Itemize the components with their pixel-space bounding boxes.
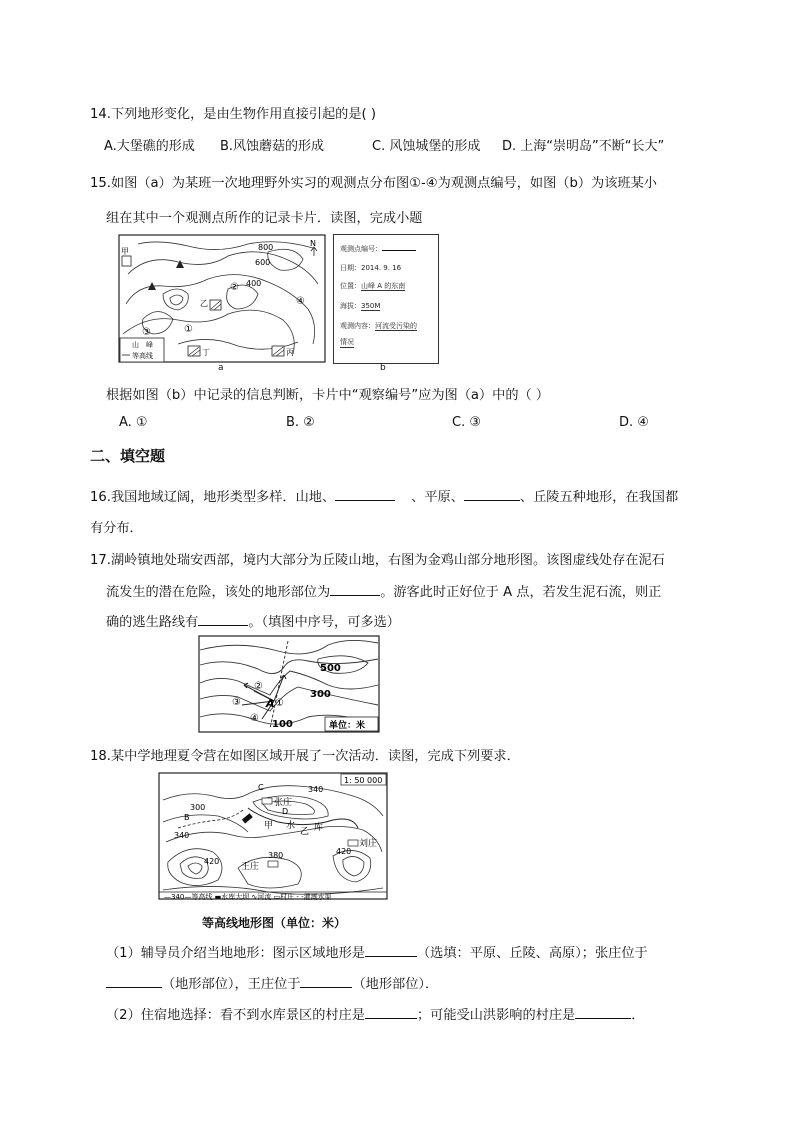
q18-label-shui: 水 bbox=[286, 821, 296, 831]
figure-b-label: b bbox=[380, 363, 386, 373]
q14-option-d: D. 上海“崇明岛”不断“长大” bbox=[502, 139, 665, 154]
q18-stem: 18.某中学地理夏令营在如图区域开展了一次活动．读图，完成下列要求． bbox=[90, 749, 520, 764]
q17-line3 bbox=[106, 611, 400, 630]
q18-p2-text-a: （2）住宿地选择：看不到水库景区的村庄是 bbox=[106, 1008, 365, 1023]
q14-stem: 14.下列地形变化，是由生物作用直接引起的是( ) bbox=[90, 107, 377, 122]
q18-map bbox=[158, 772, 388, 912]
q18-place-zhangzhuang: 张庄 bbox=[274, 798, 293, 808]
q18-label-ku: 库 bbox=[314, 823, 324, 833]
q17-route-4: ④ bbox=[250, 713, 259, 724]
q17-map bbox=[198, 635, 380, 733]
q16-text-a: 16.我国地域辽阔，地形类型多样．山地、 bbox=[90, 490, 336, 505]
q17-contour-500: 500 bbox=[320, 663, 341, 674]
place-jia: 甲 bbox=[121, 247, 129, 256]
card-date: 日期：2014. 9. 16 bbox=[340, 264, 402, 272]
q16-blank-2 bbox=[464, 488, 520, 501]
q18-part2 bbox=[106, 1004, 644, 1023]
q17-text-c: 确的逃生路线有 bbox=[106, 615, 199, 630]
q16-text-b: 、平原、 bbox=[411, 490, 464, 505]
north-label: N bbox=[310, 239, 316, 248]
card-position-label: 位置： bbox=[340, 282, 361, 290]
q15-option-c: C. ③ bbox=[452, 415, 481, 430]
q18-label-d: D bbox=[282, 807, 289, 816]
q18-contour-300: 300 bbox=[190, 803, 206, 812]
q17-blank-1 bbox=[330, 583, 380, 596]
q18-contour-420-left: 420 bbox=[204, 857, 220, 866]
q17-line1: 17.湖岭镇地处瑞安西部，境内大部分为丘陵山地，右图为金鸡山部分地形图。该图虚线处存在泥石 bbox=[90, 553, 665, 568]
q18-place-wangzhuang: 王庄 bbox=[241, 862, 260, 872]
figure-a-label: a bbox=[218, 363, 224, 373]
q15-stem-line2: 组在其中一个观测点所作的记录卡片．读图，完成小题 bbox=[106, 211, 423, 226]
q18-map-caption: 等高线地形图（单位：米） bbox=[202, 916, 347, 930]
point-3: ③ bbox=[142, 327, 151, 338]
q18-p2-text-c: ． bbox=[631, 1008, 645, 1023]
q18-blank-flood bbox=[575, 1006, 631, 1019]
card-number-blank bbox=[382, 243, 416, 251]
q18-contour-340-top: 340 bbox=[308, 785, 324, 794]
q17-blank-2 bbox=[198, 613, 248, 626]
card-content-label: 观测内容： bbox=[340, 322, 375, 330]
q16-line2: 有分布． bbox=[90, 521, 143, 536]
q17-line2 bbox=[106, 581, 661, 600]
q17-text-b: 。游客此时正好位于 A 点，若发生泥石流，则正 bbox=[380, 585, 662, 600]
q16-line1 bbox=[90, 486, 678, 505]
q17-point-a: A bbox=[266, 697, 275, 710]
q18-contour-340-left: 340 bbox=[174, 831, 190, 840]
q18-part1-line2 bbox=[106, 973, 438, 992]
card-number-label: 观测点编号： bbox=[340, 245, 382, 253]
q18-label-c: C bbox=[258, 783, 264, 792]
q18-p2-text-b: ；可能受山洪影响的村庄是 bbox=[416, 1008, 576, 1023]
point-2: ② bbox=[230, 282, 239, 293]
section-2-heading: 二、填空题 bbox=[90, 447, 166, 465]
card-altitude-label: 海拔： bbox=[340, 302, 361, 310]
q14-option-c: C. 风蚀城堡的形成 bbox=[372, 139, 481, 154]
q18-scale: 1: 50 000 bbox=[344, 776, 383, 785]
q18-label-b: B bbox=[184, 813, 190, 822]
q18-contour-420-right: 420 bbox=[336, 847, 352, 856]
q17-contour-300: 300 bbox=[310, 689, 331, 700]
q18-legend: —340—等高线 ▬水库大坝 ∿河流 ▭村庄 - -灌溉水渠 bbox=[164, 893, 332, 901]
card-altitude-value: 350M bbox=[361, 302, 381, 310]
q18-blank-no-view bbox=[365, 1006, 417, 1019]
q18-place-liuzhuang: 刘庄 bbox=[359, 839, 378, 849]
q18-p1-text-b: （选填：平原、丘陵、高原）；张庄位于 bbox=[416, 946, 648, 961]
q17-text-a: 流发生的潜在危险，该处的地形部位为 bbox=[106, 585, 331, 600]
q15-sub-question: 根据如图（b）中记录的信息判断，卡片中“观察编号”应为图（a）中的（ ） bbox=[106, 388, 550, 403]
q18-p1-text-a: （1）辅导员介绍当地地形：图示区域地形是 bbox=[106, 946, 365, 961]
q15-figure-a-map bbox=[118, 234, 326, 364]
legend-peak: 山 峰 bbox=[132, 341, 153, 349]
q15-option-a: A. ① bbox=[119, 415, 148, 430]
q17-route-1: ① bbox=[275, 698, 284, 709]
q15-stem-line1: 15.如图（a）为某班一次地理野外实习的观测点分布图①-④为观测点编号，如图（b）为该班某小 bbox=[90, 176, 657, 191]
q16-blank-1 bbox=[335, 488, 395, 501]
place-ding: 丁 bbox=[202, 348, 210, 357]
q17-route-3: ③ bbox=[232, 697, 241, 708]
place-yi: 乙 bbox=[200, 299, 208, 308]
point-4: ④ bbox=[296, 296, 305, 307]
card-content-value: 河流受污染的 bbox=[375, 322, 417, 330]
q14-option-a: A.大堡礁的形成 bbox=[104, 139, 195, 154]
card-position-value: 山峰 A 的东南 bbox=[361, 282, 406, 290]
q17-contour-100: 100 bbox=[272, 719, 293, 730]
card-content-value2: 情况 bbox=[340, 338, 354, 346]
contour-label-400: 400 bbox=[246, 279, 262, 288]
q18-part1-line1 bbox=[106, 942, 648, 961]
contour-label-600: 600 bbox=[255, 258, 271, 267]
q16-text-c: 、丘陵五种地形，在我国都 bbox=[519, 490, 679, 505]
q18-p1-text-c: （地形部位），王庄位于 bbox=[162, 977, 301, 992]
q18-place-jia: 甲 bbox=[264, 821, 274, 831]
q15-option-d: D. ④ bbox=[619, 415, 649, 430]
legend-contour: 等高线 bbox=[132, 352, 153, 360]
q18-p1-text-d: （地形部位）． bbox=[352, 977, 439, 992]
q17-unit: 单位：米 bbox=[329, 721, 366, 731]
q15-figure-b-card bbox=[333, 234, 439, 364]
point-1: ① bbox=[184, 324, 193, 335]
q17-route-2: ② bbox=[254, 681, 263, 692]
q18-place-yi: 乙 bbox=[300, 827, 310, 837]
place-bing: 丙 bbox=[286, 348, 294, 357]
q18-contour-380: 380 bbox=[268, 851, 284, 860]
q18-blank-zhangzhuang bbox=[106, 975, 162, 988]
contour-label-800: 800 bbox=[258, 243, 274, 252]
q17-text-d: 。（填图中序号，可多选） bbox=[248, 615, 400, 630]
q15-option-b: B. ② bbox=[286, 415, 315, 430]
q14-option-b: B.风蚀蘑菇的形成 bbox=[220, 139, 325, 154]
q18-blank-wangzhuang bbox=[300, 975, 352, 988]
q18-blank-terrain bbox=[365, 944, 417, 957]
